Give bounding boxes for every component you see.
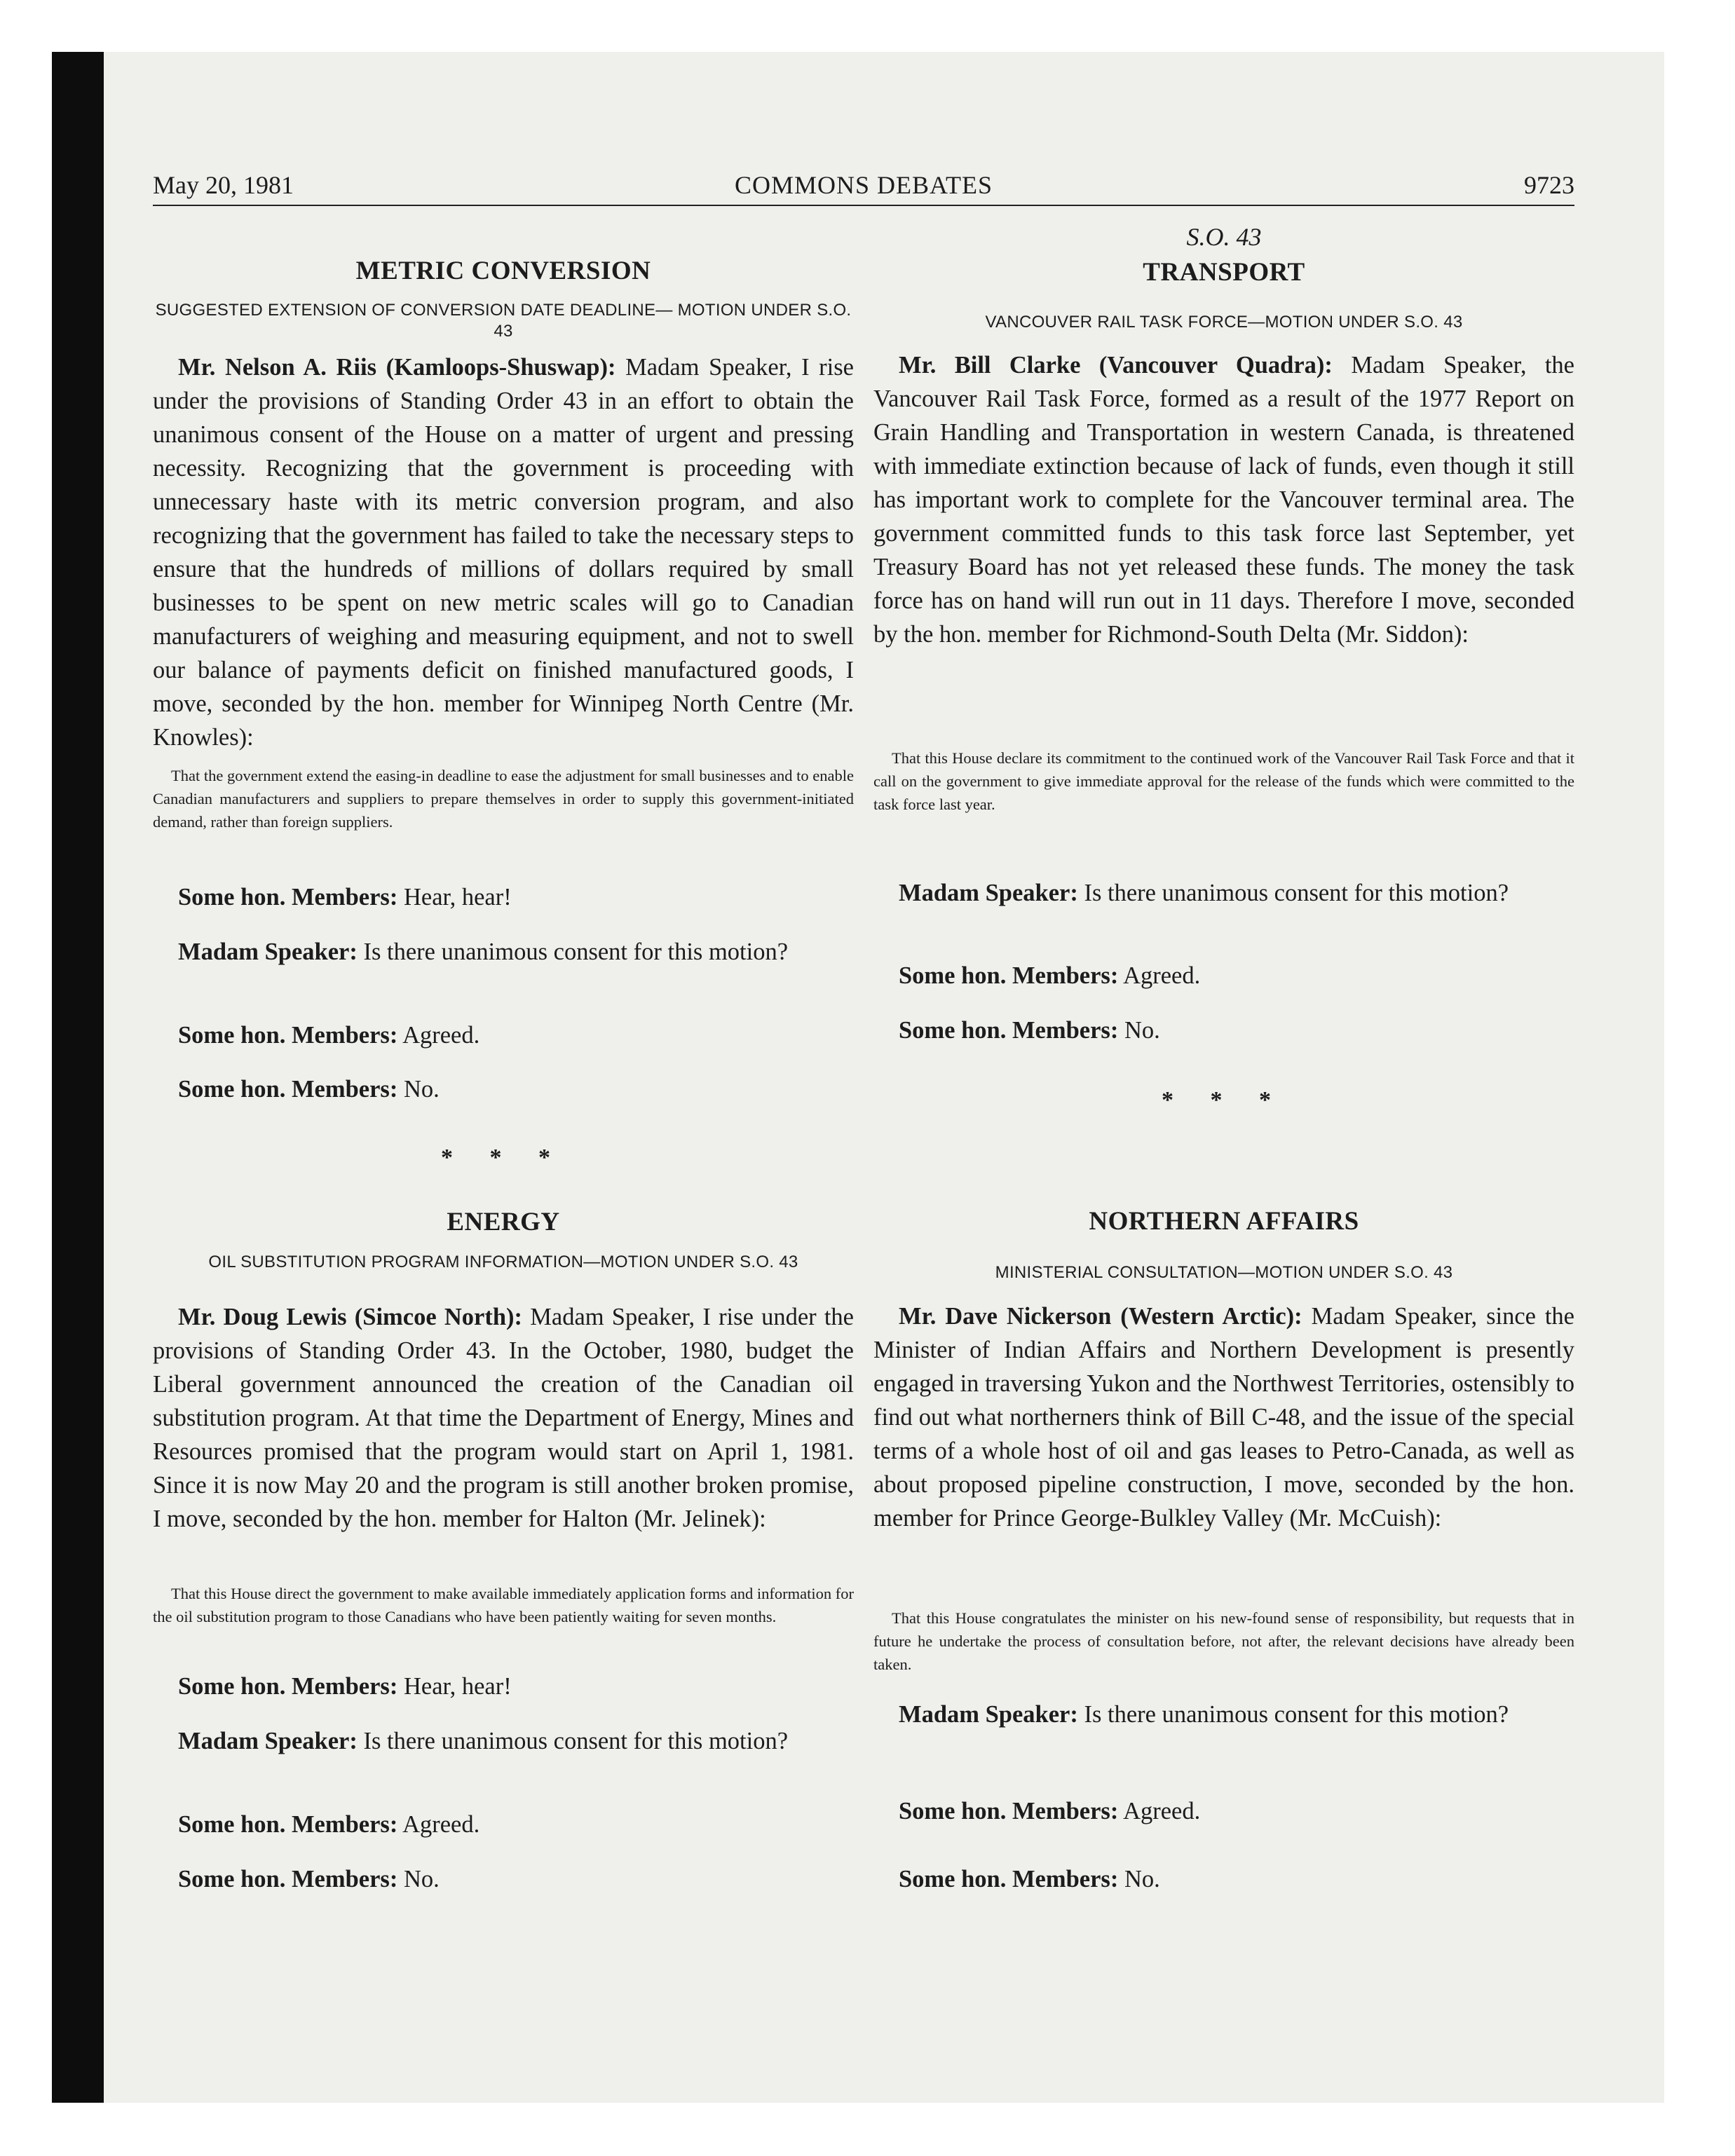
motion-text-metric: That the government extend the easing-in deadline to ease the adjustment for small businesses and to enable Canadian manufacturers and suppliers to prepare themselves in order to supply this government-initiated demand, rather than foreign suppliers. (153, 767, 854, 831)
response-no: Some hon. Members: No. (899, 1017, 1160, 1044)
header-date: May 20, 1981 (153, 171, 294, 199)
section-subheading-metric: SUGGESTED EXTENSION OF CONVERSION DATE DEADLINE— MOTION UNDER S.O. 43 (155, 301, 852, 341)
speech-text: Madam Speaker, the Vancouver Rail Task Force, formed as a result of the 1977 Report on Grain Handling and Transportation in western Canada, is threatened with immediate extinction because of lack of funds, even though it still has important work to complete for the Vancouver terminal area. The government committed funds to this task force last September, yet Treasury Board has not yet released these funds. The money the task force has on hand will run out in 11 days. Therefore I move, seconded by the hon. member for Richmond-South Delta (Mr. Siddon): (873, 352, 1574, 648)
section-subheading-northern: MINISTERIAL CONSULTATION—MOTION UNDER S.O. 43 (995, 1263, 1453, 1282)
section-subheading-transport: VANCOUVER RAIL TASK FORCE—MOTION UNDER S.O. 43 (985, 313, 1463, 332)
page-number: 9723 (1524, 171, 1574, 199)
speech-lewis (153, 1300, 854, 1536)
response-no: Some hon. Members: No. (178, 1076, 440, 1103)
speech-text: Madam Speaker, since the Minister of Indian Affairs and Northern Development is presently engaged in traversing Yukon and the Northwest Territories, ostensibly to find out what northerners think of Bill C-48, and the issue of the special terms of a whole host of oil and gas leases to Petro-Canada, as well as about proposed pipeline construction, I move, seconded by the hon. member for Prince George-Bulkley Valley (Mr. McCuish): (873, 1303, 1574, 1531)
response-agreed: Some hon. Members: Agreed. (178, 1811, 480, 1838)
section-heading-metric: METRIC CONVERSION (355, 257, 651, 285)
response-no: Some hon. Members: No. (899, 1866, 1160, 1892)
madam-speaker-question: Madam Speaker: Is there unanimous consent for this motion? (178, 1728, 789, 1754)
section-divider: * * * (441, 1145, 566, 1171)
madam-speaker-question: Madam Speaker: Is there unanimous consent for this motion? (899, 1701, 1509, 1728)
section-heading-transport: TRANSPORT (1143, 258, 1305, 287)
response-agreed: Some hon. Members: Agreed. (899, 962, 1201, 989)
response-hear-hear: Some hon. Members: Hear, hear! (178, 1673, 512, 1700)
madam-speaker-question: Madam Speaker: Is there unanimous consent for this motion? (899, 880, 1509, 906)
speaker-name: Mr. Nelson A. Riis (Kamloops-Shuswap): (178, 354, 616, 381)
speech-riis (153, 350, 854, 754)
response-hear-hear: Some hon. Members: Hear, hear! (178, 884, 512, 910)
response-agreed: Some hon. Members: Agreed. (899, 1798, 1201, 1824)
speaker-name: Mr. Dave Nickerson (Western Arctic): (899, 1303, 1302, 1330)
speech-text: Madam Speaker, I rise under the provisions of Standing Order 43 in an effort to obtain the unanimous consent of the House on a matter of urgent and pressing necessity. Recognizing that the government is proceeding with unnecessary haste with its metric conversion program, and also recognizing that the government has failed to take the necessary steps to ensure that the hundreds of millions of dollars required by small businesses to be spent on new metric scales will go to Canadian manufacturers of weighing and measuring equipment, and not to swell our balance of payments deficit on finished manufactured goods, I move, seconded by the hon. member for Winnipeg North Centre (Mr. Knowles): (153, 354, 854, 751)
speech-text: Madam Speaker, I rise under the provisions of Standing Order 43. In the October, 1980, budget the Liberal government announced the creation of the Canadian oil substitution program. At that time the Department of Energy, Mines and Resources promised that the program would start on April 1, 1981. Since it is now May 20 and the program is still another broken promise, I move, seconded by the hon. member for Halton (Mr. Jelinek): (153, 1304, 854, 1532)
section-subheading-energy: OIL SUBSTITUTION PROGRAM INFORMATION—MOTION UNDER S.O. 43 (208, 1253, 798, 1271)
speech-nickerson (873, 1299, 1574, 1535)
standing-order-label: S.O. 43 (1186, 223, 1262, 251)
speaker-name: Mr. Doug Lewis (Simcoe North): (178, 1304, 523, 1330)
running-header (153, 164, 1574, 206)
section-divider: * * * (1162, 1087, 1286, 1113)
motion-text-energy: That this House direct the government to make available immediately application forms and information for the oil substitution program to those Canadians who have been patiently waiting for seven months. (153, 1585, 854, 1625)
speaker-name: Mr. Bill Clarke (Vancouver Quadra): (899, 352, 1333, 378)
header-title: COMMONS DEBATES (734, 171, 993, 199)
response-no: Some hon. Members: No. (178, 1866, 440, 1892)
motion-text-transport: That this House declare its commitment to the continued work of the Vancouver Rail Task Force and that it call on the government to give immediate approval for the release of the funds which were committed to the task force last year. (873, 749, 1574, 813)
section-heading-northern: NORTHERN AFFAIRS (1089, 1207, 1359, 1236)
motion-text-northern: That this House congratulates the minister on his new-found sense of responsibility, but requests that in future he undertake the process of consultation before, not after, the relevant decisions have already been taken. (873, 1609, 1574, 1673)
madam-speaker-question: Madam Speaker: Is there unanimous consent for this motion? (178, 939, 789, 965)
speech-clarke (873, 348, 1574, 651)
binding-edge (52, 52, 104, 2103)
section-heading-energy: ENERGY (447, 1208, 560, 1236)
response-agreed: Some hon. Members: Agreed. (178, 1022, 480, 1049)
